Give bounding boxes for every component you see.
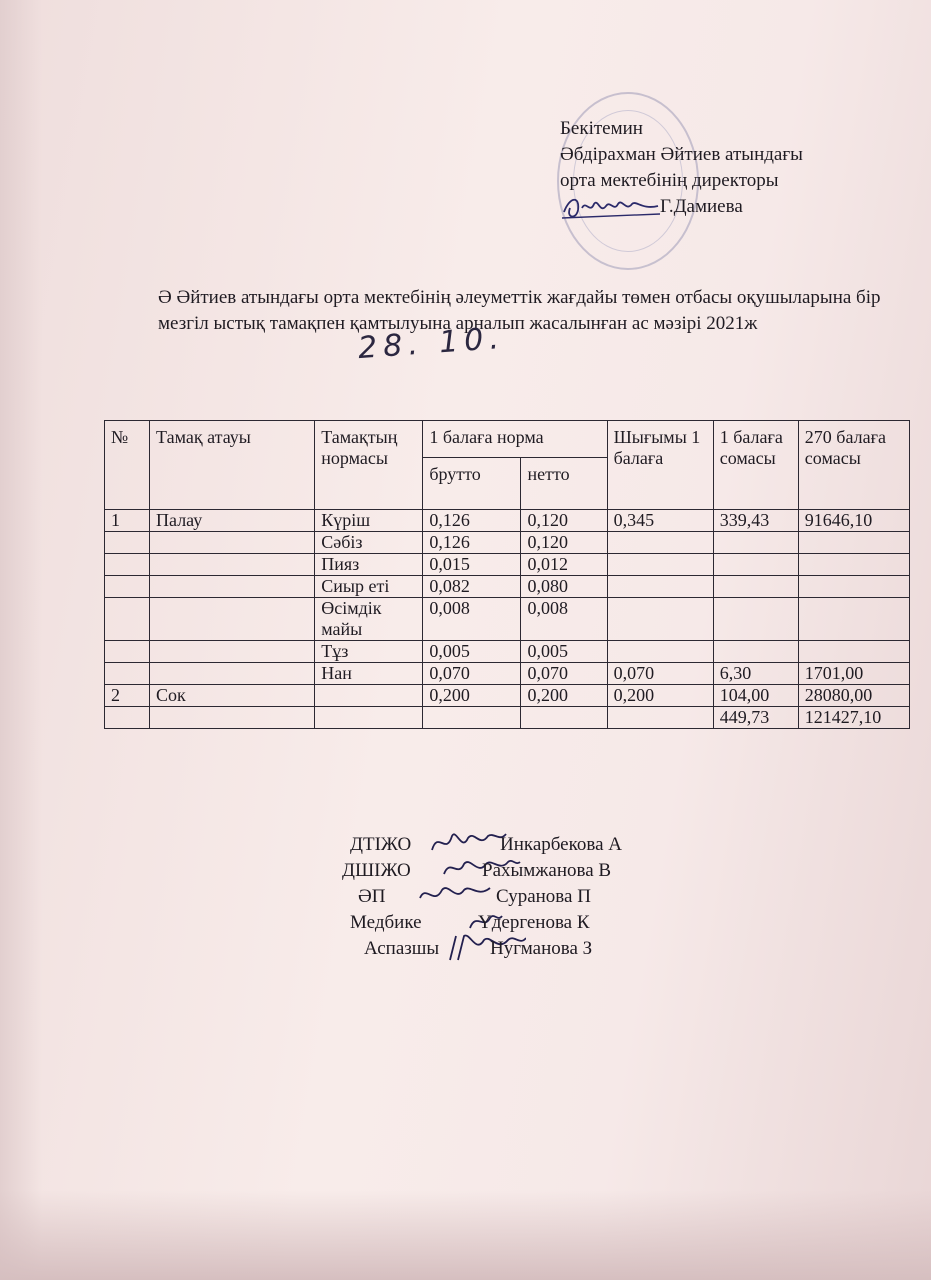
- table-row: [105, 532, 910, 554]
- cell-yield: 0,200: [607, 685, 713, 707]
- cell-cost1: [713, 576, 798, 598]
- paper-fold-shadow: [0, 0, 42, 1280]
- cell-yield: [607, 598, 713, 641]
- approval-signature-row: [560, 194, 803, 220]
- col-no-header: №: [105, 421, 150, 510]
- cell-cost1: 6,30: [713, 663, 798, 685]
- cell-no: 1: [105, 510, 150, 532]
- signatory-role: Аспазшы: [364, 938, 440, 959]
- cell-yield: 0,070: [607, 663, 713, 685]
- signatory-role: Медбике: [350, 912, 422, 933]
- cell-brutto: 0,070: [423, 663, 521, 685]
- cell-cost270: 121427,10: [798, 707, 909, 729]
- signatory-name: Инкарбекова А: [500, 834, 623, 855]
- cell-netto: 0,005: [521, 641, 607, 663]
- approval-school: Әбдірахман Әйтиев атындағы: [560, 144, 803, 165]
- cell-brutto: 0,082: [423, 576, 521, 598]
- cell-brutto: 0,200: [423, 685, 521, 707]
- table-row: [105, 576, 910, 598]
- table-header-row: [105, 421, 910, 458]
- menu-table: [104, 420, 910, 729]
- table-row: [105, 641, 910, 663]
- handwritten-signature-icon: [560, 190, 660, 224]
- paper-bottom-shadow: [0, 1190, 931, 1280]
- col-per-child-norm-header: 1 балаға норма: [423, 421, 607, 458]
- cell-cost270: [798, 598, 909, 641]
- cell-yield: [607, 554, 713, 576]
- signatory-role: ДТІЖО: [350, 834, 412, 855]
- cell-ingredient: [315, 707, 423, 729]
- cell-dish: Сок: [150, 685, 315, 707]
- cell-no: [105, 554, 150, 576]
- cell-brutto: 0,008: [423, 598, 521, 641]
- table-row: [105, 598, 910, 641]
- cell-cost270: 1701,00: [798, 663, 909, 685]
- col-cost1-header: 1 балаға сомасы: [713, 421, 798, 510]
- signatory-row: [350, 832, 623, 858]
- signatory-name: Рахымжанова В: [482, 860, 612, 881]
- cell-ingredient: Нан: [315, 663, 423, 685]
- cell-cost1: 449,73: [713, 707, 798, 729]
- cell-yield: [607, 576, 713, 598]
- cell-brutto: 0,126: [423, 510, 521, 532]
- document-title-text: Ә Әйтиев атындағы орта мектебінің әлеуметтік жағдайы төмен отбасы оқушыларына бір мезгіл ыстық тамақпен қамтылуына арналып жасалынған ас мәзірі 2021ж: [158, 287, 881, 334]
- signatory-name: Нугманова З: [490, 938, 593, 959]
- cell-cost1: [713, 641, 798, 663]
- cell-netto: 0,120: [521, 532, 607, 554]
- cell-dish: [150, 663, 315, 685]
- cell-yield: [607, 707, 713, 729]
- signatory-name: Үдергенова К: [478, 912, 590, 933]
- cell-brutto: 0,126: [423, 532, 521, 554]
- cell-cost270: [798, 532, 909, 554]
- cell-no: 2: [105, 685, 150, 707]
- document-title: [158, 285, 898, 367]
- director-name: Г.Дамиева: [660, 196, 743, 217]
- col-brutto-header: брутто: [423, 458, 521, 510]
- handwritten-date: 28. 10.: [356, 320, 506, 367]
- cell-netto: 0,200: [521, 685, 607, 707]
- col-yield-header: Шығымы 1 балаға: [607, 421, 713, 510]
- cell-yield: [607, 641, 713, 663]
- cell-no: [105, 598, 150, 641]
- cell-ingredient: [315, 685, 423, 707]
- cell-no: [105, 707, 150, 729]
- cell-cost270: 28080,00: [798, 685, 909, 707]
- signatories-block: [342, 832, 623, 962]
- col-norm-header: Тамақтың нормасы: [315, 421, 423, 510]
- cell-no: [105, 641, 150, 663]
- col-netto-header: нетто: [521, 458, 607, 510]
- cell-no: [105, 576, 150, 598]
- signatory-name: Суранова П: [496, 886, 591, 907]
- cell-dish: [150, 576, 315, 598]
- cell-no: [105, 532, 150, 554]
- table-row: [105, 663, 910, 685]
- cell-cost1: [713, 554, 798, 576]
- approval-block: [560, 116, 803, 220]
- table-row: [105, 554, 910, 576]
- cell-ingredient: Сәбіз: [315, 532, 423, 554]
- cell-ingredient: Пияз: [315, 554, 423, 576]
- cell-dish: [150, 598, 315, 641]
- cell-netto: 0,012: [521, 554, 607, 576]
- approval-position: орта мектебінің директоры: [560, 170, 779, 191]
- cell-cost1: [713, 598, 798, 641]
- col-cost270-header: 270 балаға сомасы: [798, 421, 909, 510]
- cell-ingredient: Тұз: [315, 641, 423, 663]
- cell-cost270: [798, 576, 909, 598]
- cell-dish: [150, 641, 315, 663]
- signatory-row: [350, 910, 590, 936]
- cell-netto: 0,120: [521, 510, 607, 532]
- cell-netto: 0,070: [521, 663, 607, 685]
- signatory-role: ДШІЖО: [342, 860, 411, 881]
- cell-brutto: 0,005: [423, 641, 521, 663]
- signatory-row: [350, 884, 591, 910]
- signatory-role: ӘП: [358, 886, 386, 907]
- cell-dish: [150, 532, 315, 554]
- cell-ingredient: Өсімдік майы: [315, 598, 423, 641]
- table-row: [105, 685, 910, 707]
- cell-netto: 0,080: [521, 576, 607, 598]
- cell-dish: [150, 707, 315, 729]
- cell-cost270: 91646,10: [798, 510, 909, 532]
- cell-dish: [150, 554, 315, 576]
- cell-ingredient: Сиыр еті: [315, 576, 423, 598]
- approval-heading: Бекітемин: [560, 118, 643, 139]
- cell-no: [105, 663, 150, 685]
- cell-cost1: [713, 532, 798, 554]
- cell-netto: [521, 707, 607, 729]
- signatory-row: [350, 936, 593, 962]
- cell-brutto: 0,015: [423, 554, 521, 576]
- cell-brutto: [423, 707, 521, 729]
- cell-cost270: [798, 641, 909, 663]
- cell-netto: 0,008: [521, 598, 607, 641]
- cell-cost270: [798, 554, 909, 576]
- cell-cost1: 104,00: [713, 685, 798, 707]
- cell-cost1: 339,43: [713, 510, 798, 532]
- cell-yield: 0,345: [607, 510, 713, 532]
- cell-yield: [607, 532, 713, 554]
- cell-dish: Палау: [150, 510, 315, 532]
- table-row: [105, 707, 910, 729]
- col-dish-header: Тамақ атауы: [150, 421, 315, 510]
- cell-ingredient: Күріш: [315, 510, 423, 532]
- table-row: [105, 510, 910, 532]
